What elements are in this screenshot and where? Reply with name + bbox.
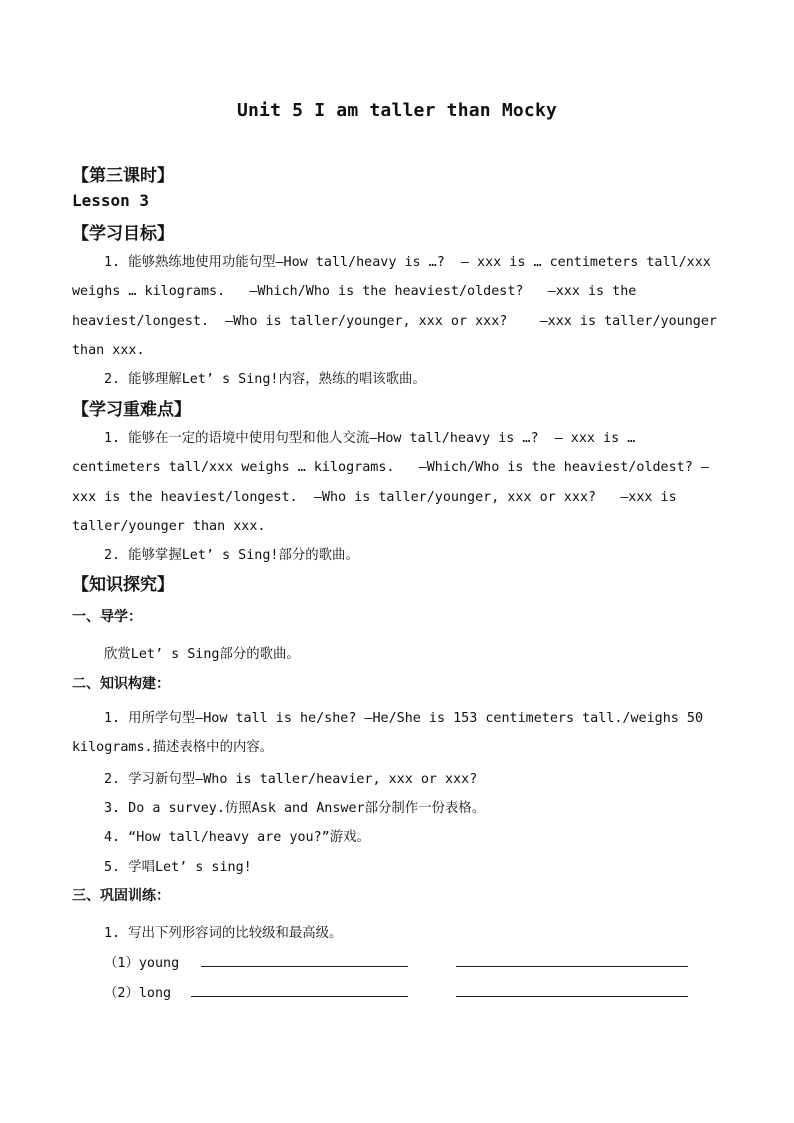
exercise-row-label: （1）young [104,956,180,971]
construction-item-4: 4. “How tall/heavy are you?”游戏。 [104,830,370,845]
construction-item-5: 5. 学唱Let’ s sing! [104,860,252,875]
objectives-heading: 【学习目标】 [72,224,174,244]
guide-title: 一、导学： [72,609,142,625]
exercise-row-label: （2）long [104,986,172,1001]
construction-item-3: 3. Do a survey.仿照Ask and Answer部分制作一份表格。 [104,801,486,816]
objective-item-1: 1. 能够熟练地使用功能句型—How tall/heavy is …? — xxx is … centimeters tall/xxx weighs … kilograms. —Which/Who is the heaviest/oldest? —xxx is the heaviest/longest. —Who is taller/younger, xxx or xxx? —xxx is taller/younger than xxx. [72,255,726,358]
superlative-blank[interactable] [456,966,688,967]
key-point-item-1: 1. 能够在一定的语境中使用句型和他人交流—How tall/heavy is …? — xxx is … centimeters tall/xxx weighs … kilograms. —Which/Who is the heaviest/oldest? —xxx is the heaviest/longest. —Who is taller/younger, xxx or xxx? —xxx is taller/younger than xxx. [72,431,709,534]
construction-item-2: 2. 学习新句型—Who is taller/heavier, xxx or xxx? [104,772,478,787]
lesson-label: Lesson 3 [72,191,150,210]
explore-heading: 【知识探究】 [72,575,174,595]
practice-item-1: 1. 写出下列形容词的比较级和最高级。 [104,926,343,941]
construction-title: 二、知识构建： [72,676,170,692]
page-title: Unit 5 I am taller than Mocky [236,100,558,121]
period-heading: 【第三课时】 [72,166,174,186]
key-points-heading: 【学习重难点】 [72,400,191,420]
comparative-blank[interactable] [201,966,408,967]
guide-text: 欣赏Let’ s Sing部分的歌曲。 [104,647,300,662]
superlative-blank[interactable] [456,996,688,997]
objective-item-2: 2. 能够理解Let’ s Sing!内容，熟练的唱该歌曲。 [104,372,426,387]
key-point-item-2: 2. 能够掌握Let’ s Sing!部分的歌曲。 [104,548,359,563]
construction-item-1: 1. 用所学句型—How tall is he/she? —He/She is 153 centimeters tall./weighs 50 kilograms.描述表格中的内容。 [72,711,712,756]
practice-title: 三、巩固训练： [72,888,170,904]
comparative-blank[interactable] [191,996,408,997]
